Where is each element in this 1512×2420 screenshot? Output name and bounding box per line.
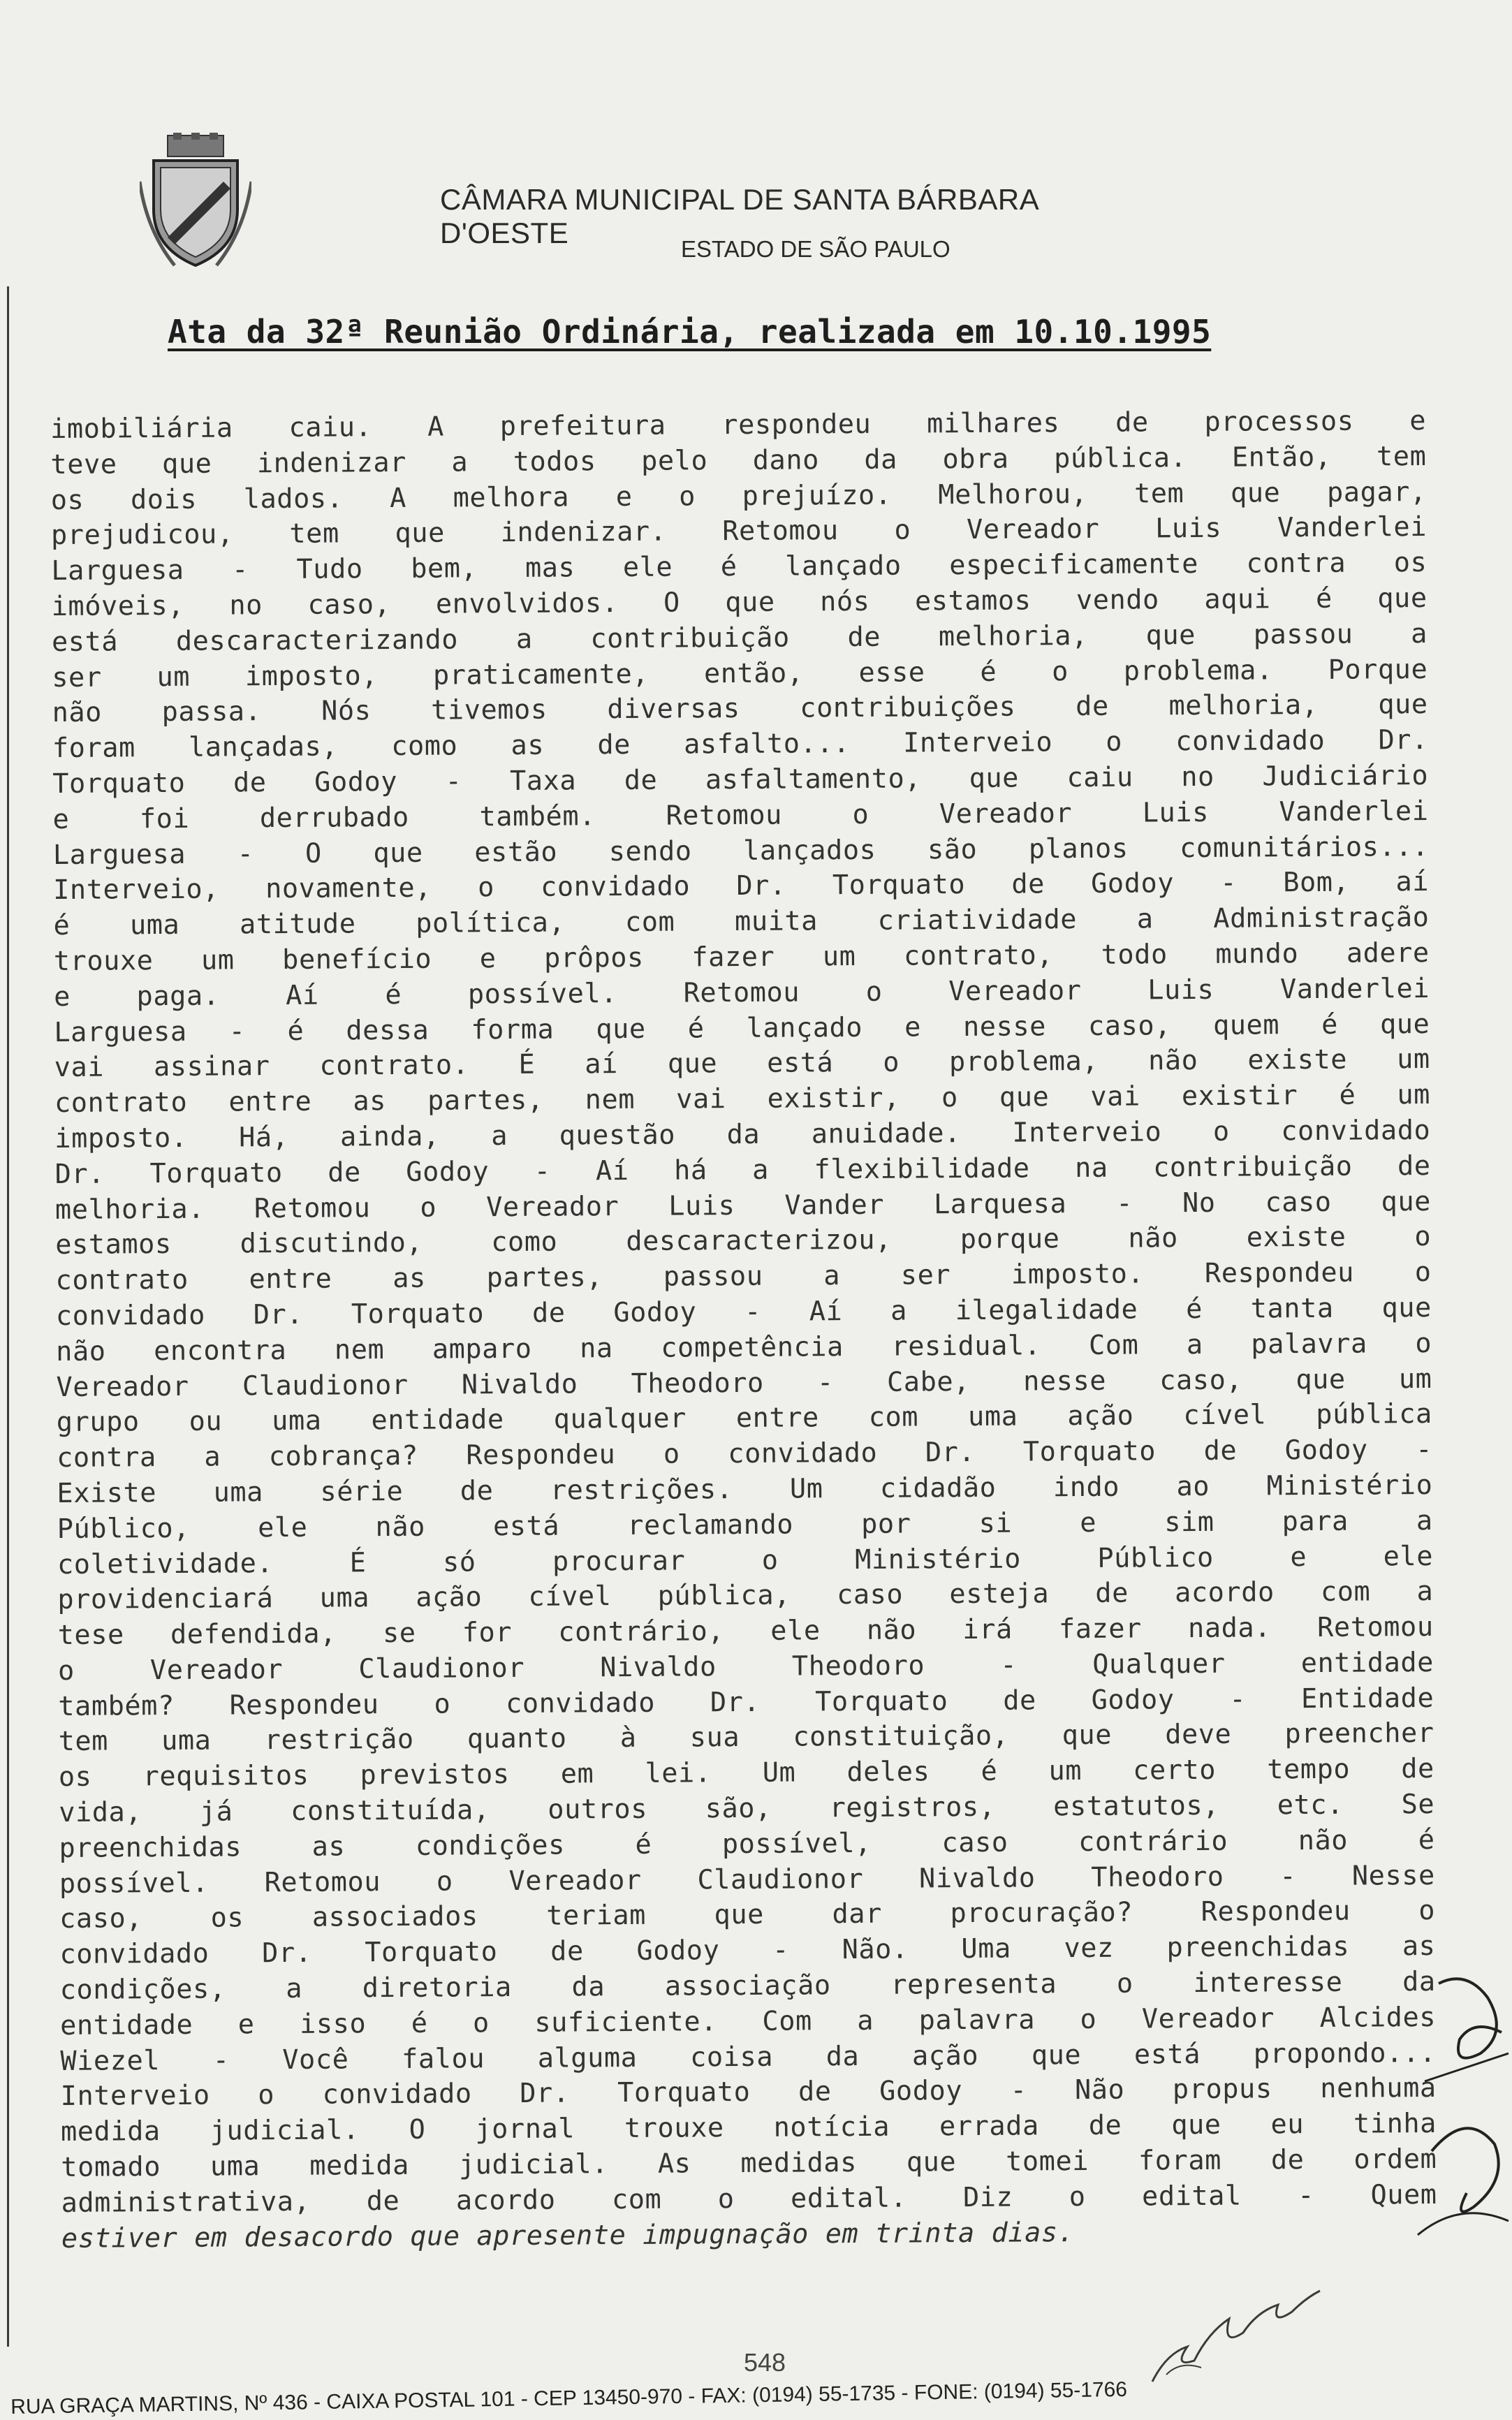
text-line: possível. Retomou o Vereador Claudionor Nivaldo Theodoro - Nesse bbox=[59, 1859, 1435, 1900]
text-line: Dr. Torquato de Godoy - Aí há a flexibilidade na contribuição de bbox=[54, 1150, 1431, 1190]
text-line: Larguesa - O que estão sendo lançados são planos comunitários... bbox=[52, 830, 1429, 871]
text-line: Vereador Claudionor Nivaldo Theodoro - Cabe, nesse caso, que um bbox=[56, 1363, 1432, 1403]
minutes-body bbox=[50, 404, 1437, 2257]
text-line: os dois lados. A melhora e o prejuízo. Melhorou, tem que pagar, bbox=[50, 476, 1427, 516]
text-line: foram lançadas, como as de asfalto... Interveio o convidado Dr. bbox=[52, 724, 1429, 765]
text-line: estiver em desacordo que apresente impugnação em trinta dias. bbox=[61, 2216, 1075, 2254]
state-name: ESTADO DE SÃO PAULO bbox=[681, 236, 950, 262]
text-line: tomado uma medida judicial. As medidas que tomei foram de ordem bbox=[61, 2143, 1437, 2183]
page-number: 548 bbox=[744, 2348, 786, 2377]
text-line: Larguesa - Tudo bem, mas ele é lançado especificamente contra os bbox=[51, 547, 1427, 587]
text-line: grupo ou uma entidade qualquer entre com uma ação cível pública bbox=[56, 1398, 1432, 1439]
text-line: contrato entre as partes, passou a ser imposto. Respondeu o bbox=[55, 1256, 1432, 1297]
text-line: trouxe um benefício e prôpos fazer um contrato, todo mundo adere bbox=[53, 937, 1430, 977]
text-line: imposto. Há, ainda, a questão da anuidade. Interveio o convidado bbox=[54, 1114, 1431, 1154]
text-line: convidado Dr. Torquato de Godoy - Não. Uma vez preenchidas as bbox=[59, 1930, 1436, 1971]
text-line: é uma atitude política, com muita criatividade a Administração bbox=[53, 902, 1430, 942]
text-line: contrato entre as partes, nem vai existir, o que vai existir é um bbox=[54, 1079, 1431, 1120]
text-line: teve que indenizar a todos pelo dano da obra pública. Então, tem bbox=[50, 440, 1427, 481]
text-line: imóveis, no caso, envolvidos. O que nós estamos vendo aqui é que bbox=[51, 582, 1427, 622]
text-line: não encontra nem amparo na competência residual. Com a palavra o bbox=[56, 1327, 1432, 1367]
text-line: caso, os associados teriam que dar procuração? Respondeu o bbox=[59, 1895, 1436, 1935]
text-line: está descaracterizando a contribuição de melhoria, que passou a bbox=[51, 617, 1428, 658]
text-line: Torquato de Godoy - Taxa de asfaltamento, que caiu no Judiciário bbox=[52, 759, 1429, 800]
text-line: medida judicial. O jornal trouxe notícia errada de que eu tinha bbox=[60, 2108, 1437, 2148]
text-line: contra a cobrança? Respondeu o convidado Dr. Torquato de Godoy - bbox=[57, 1434, 1433, 1474]
organization-name: CÂMARA MUNICIPAL DE SANTA BÁRBARA D'OESTE bbox=[440, 183, 1038, 249]
text-line: vida, já constituída, outros são, registros, estatutos, etc. Se bbox=[59, 1789, 1435, 1829]
footer-address: RUA GRAÇA MARTINS, Nº 436 - CAIXA POSTAL 101 - CEP 13450-970 - FAX: (0194) 55-1735 - FONE: (0194) 55-1766 bbox=[10, 2377, 1128, 2419]
text-line: providenciará uma ação cível pública, caso esteja de acordo com a bbox=[57, 1576, 1434, 1616]
text-line: Público, ele não está reclamando por si e sim para a bbox=[57, 1504, 1433, 1545]
document-title: Ata da 32ª Reunião Ordinária, realizada em 10.10.1995 bbox=[168, 313, 1212, 351]
text-line: tese defendida, se for contrário, ele não irá fazer nada. Retomou bbox=[57, 1611, 1434, 1652]
text-line: e paga. Aí é possível. Retomou o Vereador Luis Vanderlei bbox=[53, 972, 1430, 1013]
text-line: Wiezel - Você falou alguma coisa da ação que está propondo... bbox=[60, 2037, 1437, 2077]
text-line: convidado Dr. Torquato de Godoy - Aí a ilegalidade é tanta que bbox=[55, 1291, 1432, 1332]
text-line: tem uma restrição quanto à sua constituição, que deve preencher bbox=[58, 1717, 1434, 1758]
text-line: os requisitos previstos em lei. Um deles é um certo tempo de bbox=[58, 1753, 1435, 1794]
text-line: Interveio, novamente, o convidado Dr. Torquato de Godoy - Bom, aí bbox=[53, 866, 1430, 907]
margin-initials-icon bbox=[1411, 1970, 1512, 2277]
text-line: melhoria. Retomou o Vereador Luis Vander Larquesa - No caso que bbox=[54, 1185, 1432, 1226]
municipal-crest-icon bbox=[140, 133, 251, 272]
handwritten-signature-icon bbox=[1145, 2270, 1327, 2389]
text-line: Interveio o convidado Dr. Torquato de Godoy - Não propus nenhuma bbox=[60, 2072, 1437, 2113]
text-line: vai assinar contrato. É aí que está o problema, não existe um bbox=[54, 1043, 1430, 1084]
text-line: estamos discutindo, como descaracterizou, porque não existe o bbox=[55, 1221, 1432, 1261]
text-line: Existe uma série de restrições. Um cidadão indo ao Ministério bbox=[57, 1469, 1433, 1509]
text-line: administrativa, de acordo com o edital. Diz o edital - Quem bbox=[61, 2178, 1437, 2219]
left-margin-rule bbox=[7, 286, 9, 2347]
text-line: imobiliária caiu. A prefeitura respondeu milhares de processos e bbox=[50, 404, 1427, 445]
text-line: e foi derrubado também. Retomou o Vereador Luis Vanderlei bbox=[52, 795, 1429, 835]
text-line: Larguesa - é dessa forma que é lançado e nesse caso, quem é que bbox=[54, 1008, 1430, 1048]
text-line: prejudicou, tem que indenizar. Retomou o Vereador Luis Vanderlei bbox=[50, 511, 1427, 552]
text-line: condições, a diretoria da associação representa o interesse da bbox=[59, 1965, 1436, 2007]
text-line: também? Respondeu o convidado Dr. Torquato de Godoy - Entidade bbox=[58, 1682, 1434, 1722]
text-line: não passa. Nós tivemos diversas contribuições de melhoria, que bbox=[52, 689, 1428, 729]
text-line: coletividade. É só procurar o Ministério Público e ele bbox=[57, 1540, 1434, 1581]
text-line: o Vereador Claudionor Nivaldo Theodoro - Qualquer entidade bbox=[57, 1646, 1434, 1687]
text-line: ser um imposto, praticamente, então, esse é o problema. Porque bbox=[52, 653, 1428, 694]
text-line: entidade e isso é o suficiente. Com a palavra o Vereador Alcides bbox=[59, 2001, 1437, 2041]
text-line: preenchidas as condições é possível, caso contrário não é bbox=[59, 1824, 1435, 1864]
